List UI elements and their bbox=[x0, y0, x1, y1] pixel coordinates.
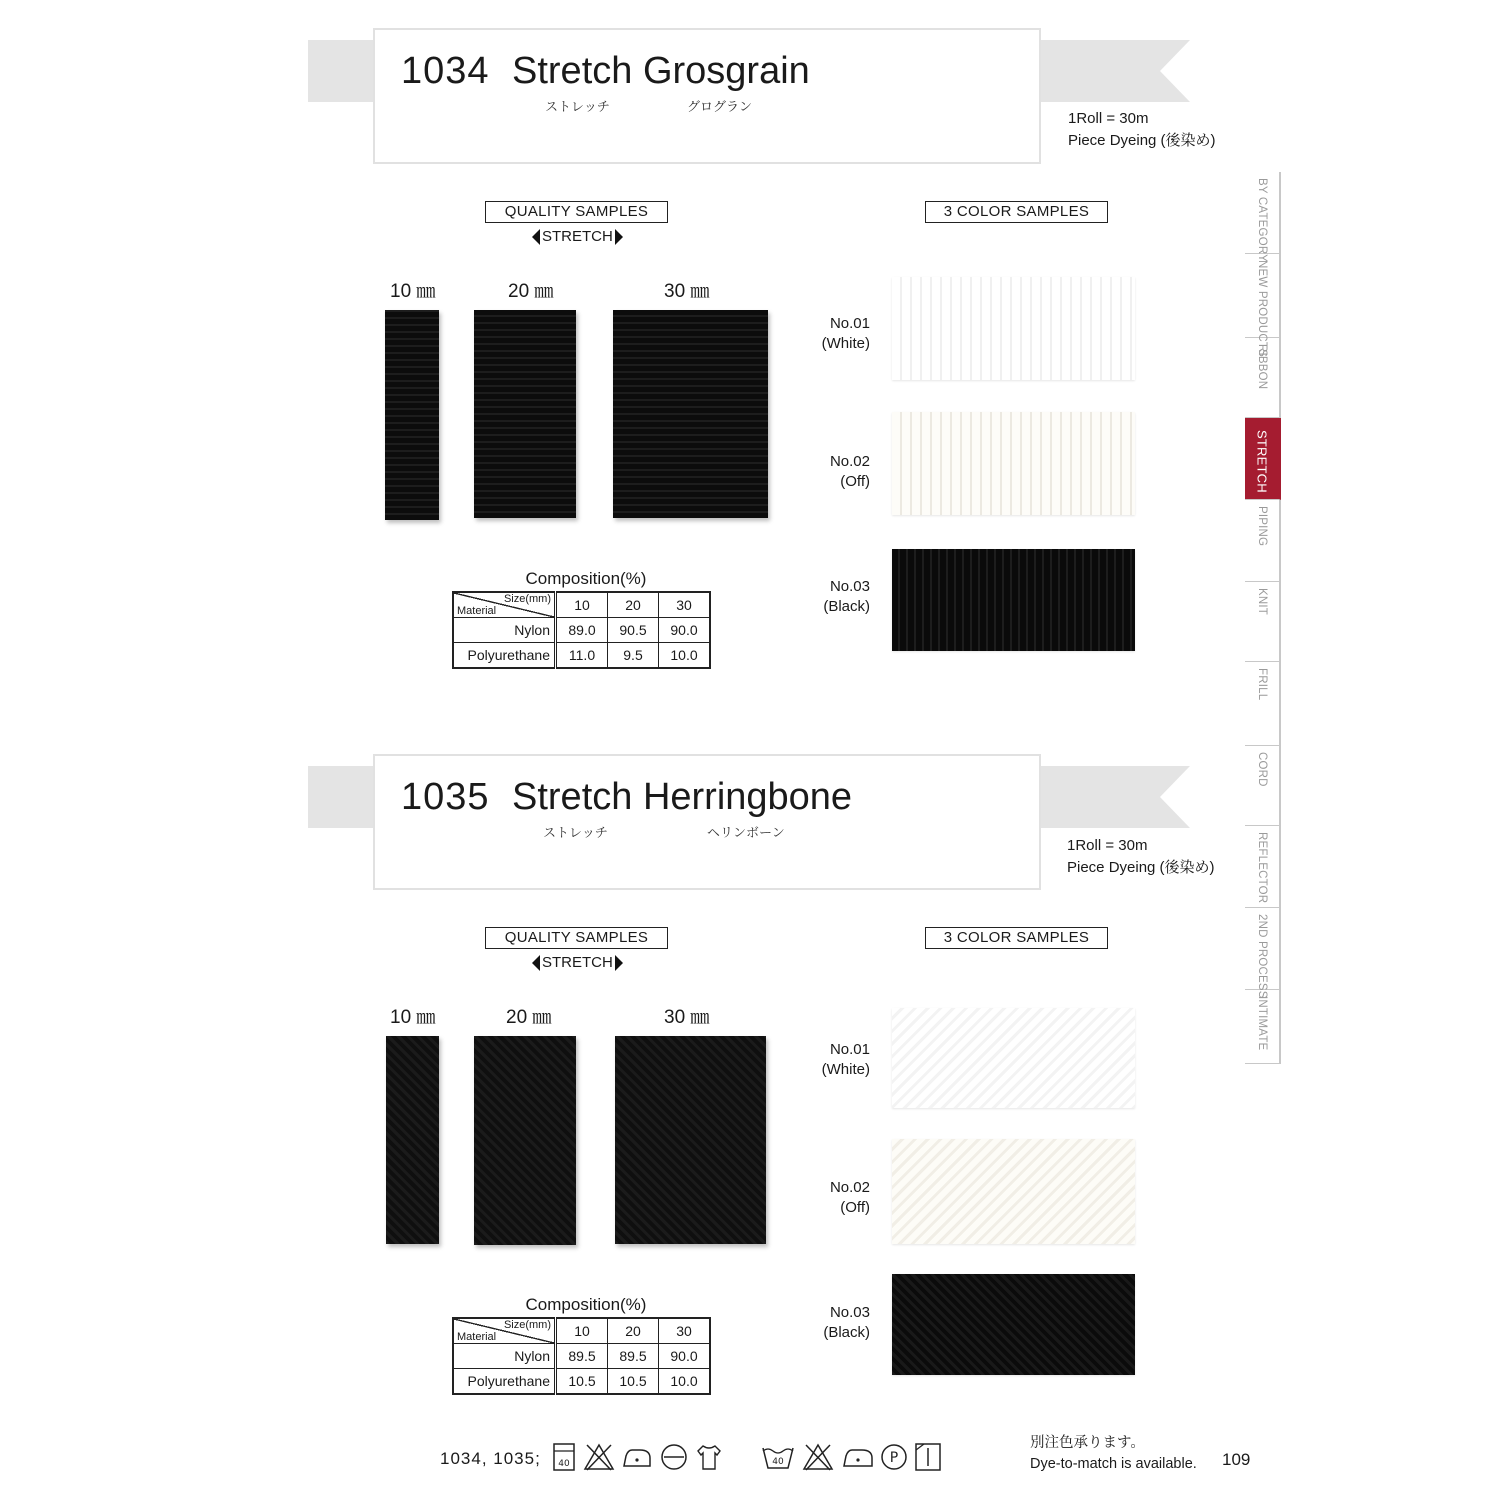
roll-length: 1Roll = 30m bbox=[1068, 110, 1149, 127]
table-row bbox=[453, 1369, 710, 1395]
header-ribbon-left bbox=[308, 40, 378, 102]
product-kana-2: ヘリンボーン bbox=[707, 825, 785, 840]
nav-item-label: PIPING bbox=[1256, 506, 1268, 547]
table-corner-cell bbox=[453, 1318, 556, 1344]
color-samples-label: 3 COLOR SAMPLES bbox=[925, 927, 1108, 949]
nav-item-reflector[interactable] bbox=[1245, 826, 1281, 908]
composition-title: Composition(%) bbox=[525, 569, 647, 588]
nav-item-frill[interactable] bbox=[1245, 662, 1281, 746]
shirt-hang-dry-icon bbox=[694, 1442, 724, 1472]
care-temp-text: 40 bbox=[772, 1457, 784, 1467]
iron-low-icon-2 bbox=[840, 1442, 876, 1472]
machine-wash-40-icon bbox=[552, 1442, 576, 1472]
product-name: Stretch Grosgrain bbox=[512, 50, 810, 92]
no-bleach-icon bbox=[582, 1442, 616, 1472]
value-cell: 89.5 bbox=[556, 1344, 608, 1369]
color-number: No.03 bbox=[829, 578, 870, 595]
nav-item-label: STRETCH bbox=[1254, 430, 1270, 493]
quality-sample-10mm bbox=[386, 1036, 439, 1244]
table-header-row bbox=[453, 592, 710, 618]
quality-sample-20mm bbox=[474, 1036, 576, 1245]
color-swatch-off bbox=[892, 1139, 1135, 1244]
color-number: No.02 bbox=[829, 453, 870, 470]
nav-item-label: INTIMATE bbox=[1256, 996, 1268, 1051]
table-row bbox=[453, 1344, 710, 1369]
quality-samples-label: QUALITY SAMPLES bbox=[485, 927, 668, 949]
value-cell: 89.5 bbox=[608, 1344, 659, 1369]
nav-item-by-category[interactable] bbox=[1245, 172, 1281, 263]
title-box bbox=[373, 28, 1041, 164]
product-code: 1035 bbox=[401, 776, 490, 818]
nav-item-intimate[interactable] bbox=[1245, 990, 1281, 1064]
material-cell: Polyurethane bbox=[453, 1369, 556, 1395]
nav-item-label: CORD bbox=[1256, 752, 1268, 787]
stretch-tag bbox=[532, 228, 623, 245]
column-header: 30 bbox=[659, 1318, 711, 1344]
color-label-01 bbox=[780, 314, 870, 354]
value-cell: 90.5 bbox=[608, 618, 659, 643]
quality-sample-30mm bbox=[615, 1036, 766, 1244]
nav-item-label: REFLECTOR bbox=[1256, 832, 1268, 904]
color-name: (Black) bbox=[823, 598, 870, 615]
size-label-10: 10 ㎜ bbox=[390, 281, 436, 302]
nav-item-2nd-process[interactable] bbox=[1245, 908, 1281, 999]
iron-low-icon bbox=[620, 1442, 654, 1472]
color-swatch-white bbox=[892, 1008, 1135, 1108]
column-header: 30 bbox=[659, 592, 711, 618]
product-name: Stretch Herringbone bbox=[512, 776, 853, 818]
color-name: (Off) bbox=[840, 473, 870, 490]
size-header: Size(mm) bbox=[503, 593, 551, 605]
roll-length: 1Roll = 30m bbox=[1067, 837, 1148, 854]
color-name: (White) bbox=[821, 335, 870, 352]
value-cell: 90.0 bbox=[659, 1344, 711, 1369]
triangle-left-icon bbox=[532, 229, 540, 245]
material-header: Material bbox=[457, 1331, 497, 1343]
care-product-codes: 1034, 1035; bbox=[440, 1449, 541, 1468]
triangle-right-icon bbox=[615, 955, 623, 971]
nav-item-stretch[interactable] bbox=[1245, 418, 1281, 500]
value-cell: 9.5 bbox=[608, 643, 659, 669]
color-swatch-off bbox=[892, 412, 1135, 515]
composition-table bbox=[452, 591, 711, 669]
size-label-20: 20 ㎜ bbox=[508, 281, 554, 302]
material-cell: Polyurethane bbox=[453, 643, 556, 669]
header-ribbon-left bbox=[308, 766, 378, 828]
nav-item-ribbon[interactable] bbox=[1245, 338, 1281, 418]
value-cell: 10.0 bbox=[659, 1369, 711, 1395]
roll-info bbox=[1067, 835, 1215, 879]
category-side-nav bbox=[1245, 172, 1281, 1064]
value-cell: 10.5 bbox=[608, 1369, 659, 1395]
header-ribbon-right bbox=[1040, 766, 1190, 828]
column-header: 10 bbox=[556, 1318, 608, 1344]
color-swatch-white bbox=[892, 277, 1135, 380]
color-label-03 bbox=[780, 577, 870, 617]
nav-item-knit[interactable] bbox=[1245, 582, 1281, 662]
table-row bbox=[453, 643, 710, 669]
value-cell: 89.0 bbox=[556, 618, 608, 643]
wash-tub-40-icon bbox=[760, 1442, 796, 1472]
title-box bbox=[373, 754, 1041, 890]
composition-table bbox=[452, 1317, 711, 1395]
nav-item-new-products[interactable] bbox=[1245, 254, 1281, 357]
stretch-tag-text: STRETCH bbox=[542, 228, 613, 245]
color-swatch-black bbox=[892, 1274, 1135, 1375]
table-row bbox=[453, 618, 710, 643]
size-label-30: 30 ㎜ bbox=[664, 281, 710, 302]
nav-item-label: RIBBON bbox=[1256, 344, 1268, 390]
page-number: 109 bbox=[1222, 1450, 1251, 1469]
size-label-20: 20 ㎜ bbox=[506, 1007, 552, 1028]
dry-clean-p-icon bbox=[878, 1442, 910, 1472]
column-header: 20 bbox=[608, 1318, 659, 1344]
size-header: Size(mm) bbox=[503, 1319, 551, 1331]
dye-to-match-note bbox=[1030, 1433, 1197, 1475]
color-number: No.03 bbox=[829, 1304, 870, 1321]
table-header-row bbox=[453, 1318, 710, 1344]
product-kana-2: グログラン bbox=[687, 99, 753, 114]
color-name: (Black) bbox=[823, 1324, 870, 1341]
product-code: 1034 bbox=[401, 50, 490, 92]
color-label-02 bbox=[780, 452, 870, 492]
color-swatch-black bbox=[892, 549, 1135, 651]
column-header: 20 bbox=[608, 592, 659, 618]
value-cell: 90.0 bbox=[659, 618, 711, 643]
stretch-tag-text: STRETCH bbox=[542, 954, 613, 971]
value-cell: 10.0 bbox=[659, 643, 711, 669]
roll-info bbox=[1068, 108, 1216, 152]
no-bleach-icon-2 bbox=[800, 1442, 836, 1472]
composition-title: Composition(%) bbox=[525, 1295, 647, 1314]
triangle-left-icon bbox=[532, 955, 540, 971]
material-cell: Nylon bbox=[453, 618, 556, 643]
material-cell: Nylon bbox=[453, 1344, 556, 1369]
quality-sample-30mm bbox=[613, 310, 768, 518]
color-samples-label: 3 COLOR SAMPLES bbox=[925, 201, 1108, 223]
table-corner-cell bbox=[453, 592, 556, 618]
note-japanese: 別注色承ります。 bbox=[1030, 1435, 1145, 1451]
color-number: No.02 bbox=[829, 1179, 870, 1196]
nav-item-label: FRILL bbox=[1256, 668, 1268, 701]
dry-clean-icon bbox=[658, 1442, 690, 1472]
color-name: (Off) bbox=[840, 1199, 870, 1216]
nav-item-label: 2ND PROCESS bbox=[1256, 914, 1268, 999]
color-name: (White) bbox=[821, 1061, 870, 1078]
value-cell: 10.5 bbox=[556, 1369, 608, 1395]
color-label-01 bbox=[780, 1040, 870, 1080]
quality-sample-20mm bbox=[474, 310, 576, 518]
care-temp-text: 40 bbox=[558, 1459, 570, 1469]
nav-item-label: BY CATEGORY bbox=[1256, 178, 1268, 263]
product-kana-1: ストレッチ bbox=[545, 99, 610, 114]
size-label-10: 10 ㎜ bbox=[390, 1007, 436, 1028]
nav-item-cord[interactable] bbox=[1245, 746, 1281, 826]
nav-item-label: NEW PRODUCTS bbox=[1256, 260, 1268, 357]
color-label-02 bbox=[780, 1178, 870, 1218]
value-cell: 11.0 bbox=[556, 643, 608, 669]
column-header: 10 bbox=[556, 592, 608, 618]
stretch-tag bbox=[532, 954, 623, 971]
material-header: Material bbox=[457, 605, 497, 617]
quality-samples-label: QUALITY SAMPLES bbox=[485, 201, 668, 223]
dyeing-method: Piece Dyeing (後染め) bbox=[1068, 132, 1216, 149]
header-ribbon-right bbox=[1040, 40, 1190, 102]
note-english: Dye-to-match is available. bbox=[1030, 1456, 1197, 1472]
product-kana-1: ストレッチ bbox=[543, 825, 608, 840]
line-dry-icon bbox=[914, 1442, 942, 1472]
size-label-30: 30 ㎜ bbox=[664, 1007, 710, 1028]
nav-item-label: KNIT bbox=[1256, 588, 1268, 615]
color-number: No.01 bbox=[829, 315, 870, 332]
triangle-right-icon bbox=[615, 229, 623, 245]
dyeing-method: Piece Dyeing (後染め) bbox=[1067, 859, 1215, 876]
nav-item-piping[interactable] bbox=[1245, 500, 1281, 582]
color-label-03 bbox=[780, 1303, 870, 1343]
color-number: No.01 bbox=[829, 1041, 870, 1058]
care-p-text: P bbox=[889, 1450, 899, 1466]
quality-sample-10mm bbox=[385, 310, 439, 520]
